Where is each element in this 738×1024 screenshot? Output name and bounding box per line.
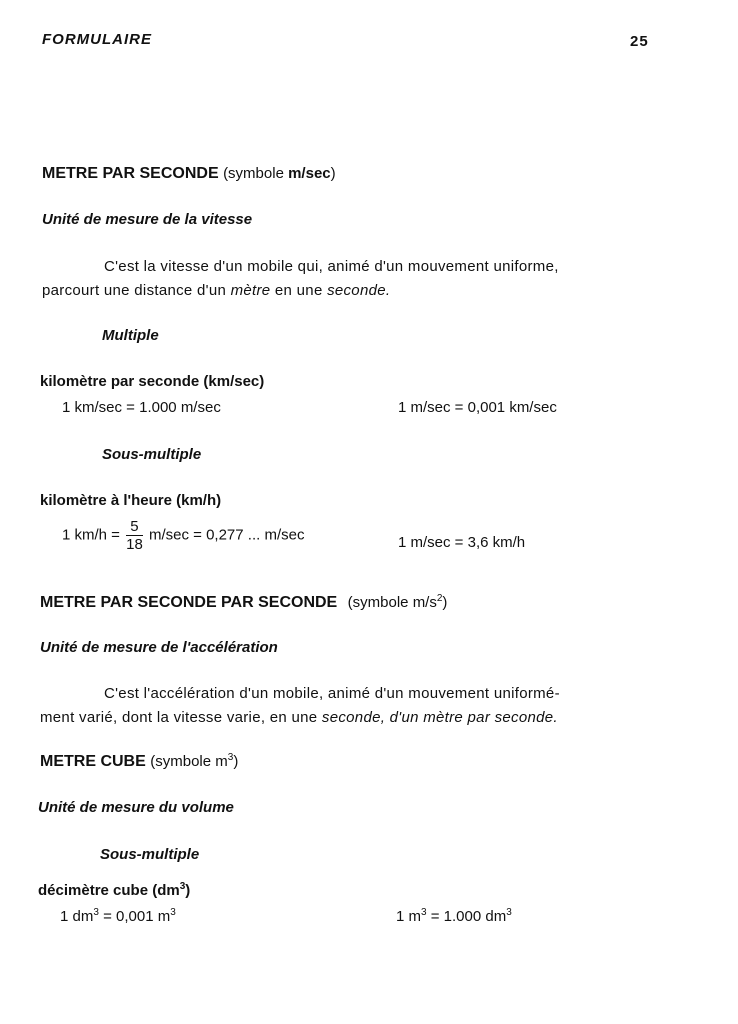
equation-exponent: 3: [93, 907, 99, 918]
unit-title-text: décimètre cube (dm: [38, 882, 180, 899]
definition-emphasis: seconde, d'un mètre par seconde.: [321, 709, 558, 726]
equation-km-sec-right: 1 m/sec = 0,001 km/sec: [398, 399, 557, 416]
section-subtitle: Unité de mesure de l'accélération: [40, 639, 278, 656]
unit-title-km-h: kilomètre à l'heure (km/h): [40, 492, 222, 509]
symbol-suffix: ): [330, 165, 336, 182]
section-heading-metre-cube: [40, 753, 238, 771]
equation-part: 1 m: [396, 908, 422, 925]
equation-km-h-left: [62, 518, 304, 553]
equation-part: 1 dm: [60, 908, 94, 925]
equation-prefix: 1 km/h =: [62, 526, 120, 544]
equation-km-h-right: 1 m/sec = 3,6 km/h: [398, 534, 526, 551]
heading-symbol: [150, 753, 238, 770]
symbol-prefix: (symbole: [223, 165, 289, 182]
definition-text: ment varié, dont la vitesse varie, en une: [40, 709, 322, 726]
heading-text: METRE PAR SECONDE: [42, 165, 219, 182]
section-heading-metre-par-seconde: [42, 165, 336, 183]
section-subtitle: Unité de mesure du volume: [38, 799, 234, 816]
definition-text: parcourt une distance d'un: [42, 282, 231, 299]
equation-km-sec-left: 1 km/sec = 1.000 m/sec: [62, 399, 221, 416]
page-number: 25: [630, 33, 649, 50]
symbol-exponent: 3: [227, 752, 234, 763]
section-subtitle: Unité de mesure de la vitesse: [42, 211, 253, 228]
symbol-suffix: ): [442, 594, 448, 611]
equation-part: = 0,001 m: [98, 908, 171, 925]
equation-dm3-left: [60, 908, 176, 925]
fraction-numerator: 5: [126, 518, 143, 536]
sous-multiple-label: Sous-multiple: [102, 446, 202, 463]
heading-text: METRE PAR SECONDE PAR SECONDE: [40, 594, 338, 611]
symbol-suffix: ): [233, 753, 239, 770]
sous-multiple-label: Sous-multiple: [100, 846, 200, 863]
definition-text: en une: [270, 282, 328, 299]
equation-exponent: 3: [170, 907, 176, 918]
equation-part: = 1.000 dm: [426, 908, 507, 925]
unit-title-km-sec: kilomètre par seconde (km/sec): [40, 373, 265, 390]
definition-emphasis-metre: mètre: [230, 282, 271, 299]
unit-title-close: ): [185, 882, 191, 899]
heading-symbol: [223, 165, 336, 182]
fraction-denominator: 18: [126, 536, 143, 553]
symbol-exponent: 2: [436, 593, 443, 604]
definition-line-2: [40, 709, 558, 726]
heading-symbol: [348, 594, 448, 611]
equation-exponent: 3: [421, 907, 427, 918]
multiple-label: Multiple: [102, 327, 159, 344]
definition-line-1: C'est l'accélération d'un mobile, animé d'un mouvement uniformé-: [104, 685, 560, 702]
symbol-prefix: (symbole m: [150, 753, 228, 770]
running-header-title: FORMULAIRE: [42, 31, 152, 48]
definition-line-1: C'est la vitesse d'un mobile qui, animé d'un mouvement uniforme,: [104, 258, 559, 275]
equation-exponent: 3: [506, 907, 512, 918]
section-heading-metre-par-seconde-par-seconde: [40, 594, 447, 612]
heading-text: METRE CUBE: [40, 753, 146, 770]
unit-title-dm3: [38, 882, 190, 899]
symbol-prefix: (symbole m/s: [347, 594, 437, 611]
equation-suffix: m/sec = 0,277 ... m/sec: [148, 526, 305, 544]
symbol-unit: m/sec: [288, 165, 331, 182]
definition-emphasis-seconde: seconde.: [327, 282, 391, 299]
fraction-5-over-18: [126, 518, 143, 553]
unit-title-exponent: 3: [179, 881, 186, 892]
definition-line-2: [42, 282, 390, 299]
equation-dm3-right: [396, 908, 512, 925]
